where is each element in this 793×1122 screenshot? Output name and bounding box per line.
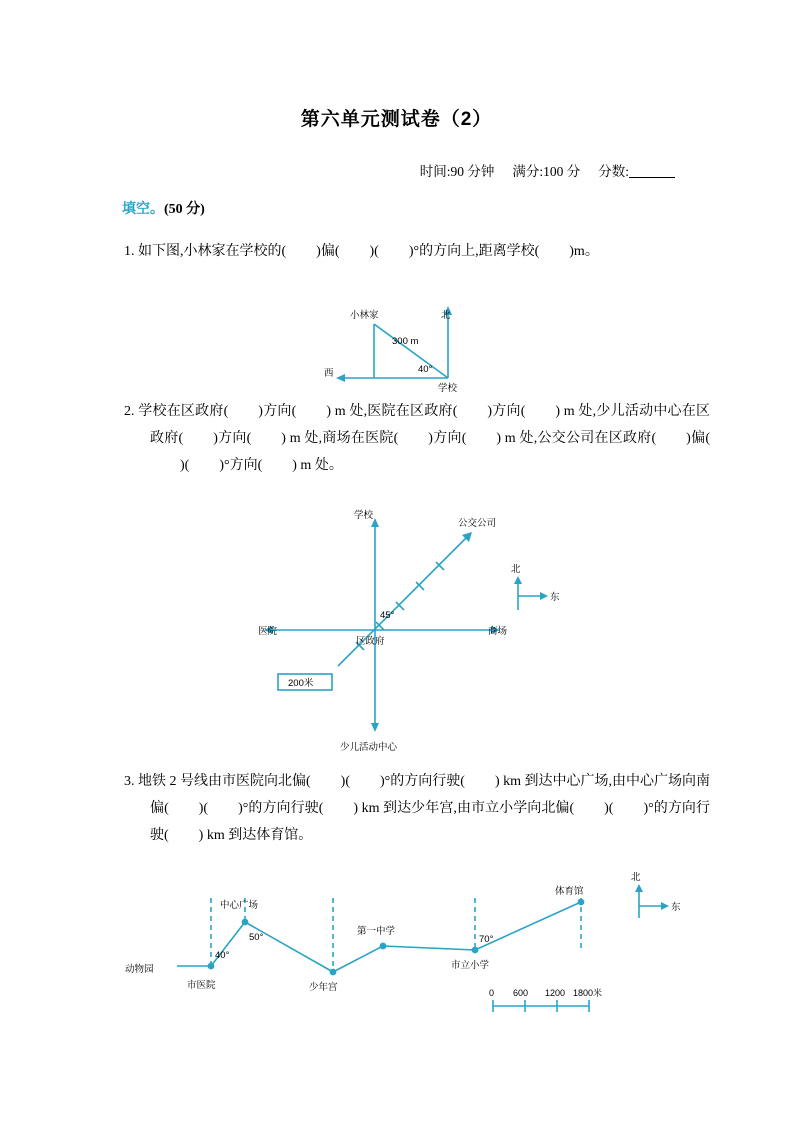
q3-part-6: ) km 到达少年宫,由市立小学向北偏(: [353, 801, 575, 816]
fig2-label-bus-company: 公交公司: [458, 518, 497, 529]
fig3-label-angle3: 70°: [479, 934, 494, 945]
fig1-label-distance: 300 m: [392, 336, 419, 347]
q2-part-2: ) m 处,医院在区政府(: [326, 404, 458, 419]
section-fill-in-blanks: [122, 198, 205, 218]
page-title: 第六单元测试卷（2）: [300, 109, 493, 130]
fig1-label-angle: 40°: [418, 364, 433, 375]
section-points: (50 分): [164, 202, 205, 217]
q1-part-0: 如下图,小林家在学校的(: [138, 244, 287, 259]
figure-3-subway-line-map: [115, 872, 685, 1040]
fig2-label-north: 北: [511, 564, 521, 575]
fig3-label-first-middle-school: 第一中学: [357, 926, 396, 937]
fig3-label-east: 东: [671, 902, 681, 913]
q3-part-1: )(: [340, 774, 350, 789]
q3-part-0: 地铁 2 号线由市医院向北偏(: [138, 774, 311, 789]
fig2-label-scale: 200米: [288, 678, 314, 689]
fig3-scale-tick-3: 1800米: [573, 988, 603, 998]
fig3-label-city-hospital: 市医院: [187, 980, 216, 991]
fig3-label-angle2: 50°: [249, 932, 264, 943]
fig3-label-youth-palace: 少年宫: [309, 982, 338, 993]
fig3-scale-tick-1: 600: [513, 988, 529, 998]
q2-part-0: 学校在区政府(: [138, 404, 229, 419]
q3-part-3: ) km 到达中心广场,由中心广场向南偏(: [150, 774, 710, 816]
fig1-label-west: 西: [324, 368, 334, 379]
score-label: 分数:: [598, 164, 629, 179]
fig2-label-east: 东: [550, 592, 560, 603]
fig3-label-zoo: 动物园: [125, 964, 154, 975]
q2-part-1: )方向(: [258, 404, 297, 419]
q3-part-2: )°的方向行驶(: [380, 774, 465, 789]
q2-part-6: ) m 处,商场在医院(: [281, 431, 399, 446]
time-label: 时间:90 分钟: [419, 164, 495, 179]
q1-part-2: )(: [369, 244, 379, 259]
q2-part-8: ) m 处,公交公司在区政府(: [496, 431, 657, 446]
fig3-label-gym: 体育馆: [555, 886, 584, 897]
q2-part-11: )°方向(: [219, 458, 263, 473]
full-score-label: 满分:100 分: [512, 164, 581, 179]
exam-meta: [420, 160, 675, 180]
q3-part-9: ) km 到达体育馆。: [198, 828, 313, 843]
fig2-label-hospital: 医院: [258, 626, 278, 637]
q2-part-4: ) m 处,少儿活动中心在区政府(: [150, 404, 711, 446]
fig2-label-angle: 45°: [380, 610, 395, 621]
q2-part-12: ) m 处。: [292, 458, 343, 473]
question-2: [124, 398, 711, 479]
question-3: [124, 768, 710, 849]
q2-part-9: )偏(: [686, 431, 711, 446]
fig3-label-city-primary: 市立小学: [451, 960, 490, 971]
q2-part-5: )方向(: [213, 431, 252, 446]
q2-part-7: )方向(: [428, 431, 467, 446]
q3-part-5: )°的方向行驶(: [238, 801, 324, 816]
q2-part-3: )方向(: [487, 404, 526, 419]
fig1-label-home: 小林家: [350, 310, 379, 321]
q3-part-4: )(: [198, 801, 209, 816]
q1-part-3: )°的方向上,距离学校(: [408, 244, 540, 259]
score-blank[interactable]: [629, 164, 675, 178]
q3-part-7: )(: [604, 801, 614, 816]
question-1: [124, 238, 710, 265]
fig3-label-north: 北: [631, 872, 641, 883]
q1-part-4: )m。: [569, 244, 599, 259]
q2-part-10: )(: [180, 458, 190, 473]
fig3-label-center-square: 中心广场: [220, 900, 259, 911]
fig2-label-mall: 商场: [488, 626, 508, 637]
fig3-scale-tick-0: 0: [489, 988, 495, 998]
fig2-label-youth-center: 少儿活动中心: [340, 742, 398, 753]
fig3-scale-tick-2: 1200: [545, 988, 566, 998]
figure-1-direction-diagram: [300, 296, 520, 396]
fig1-label-school: 学校: [438, 383, 458, 394]
fig2-label-district-gov: 区政府: [356, 636, 385, 647]
q3-part-8: )°的方向行驶(: [150, 801, 710, 843]
fig3-label-angle1: 40°: [215, 950, 230, 961]
q1-part-1: )偏(: [316, 244, 340, 259]
fig2-label-school: 学校: [354, 510, 374, 521]
section-title: 填空。: [122, 202, 164, 217]
q2-number: 2.: [124, 404, 135, 419]
q1-number: 1.: [124, 244, 135, 259]
fig1-label-north: 北: [441, 310, 451, 321]
q3-number: 3.: [124, 774, 135, 789]
figure-2-district-map: [230, 506, 570, 764]
